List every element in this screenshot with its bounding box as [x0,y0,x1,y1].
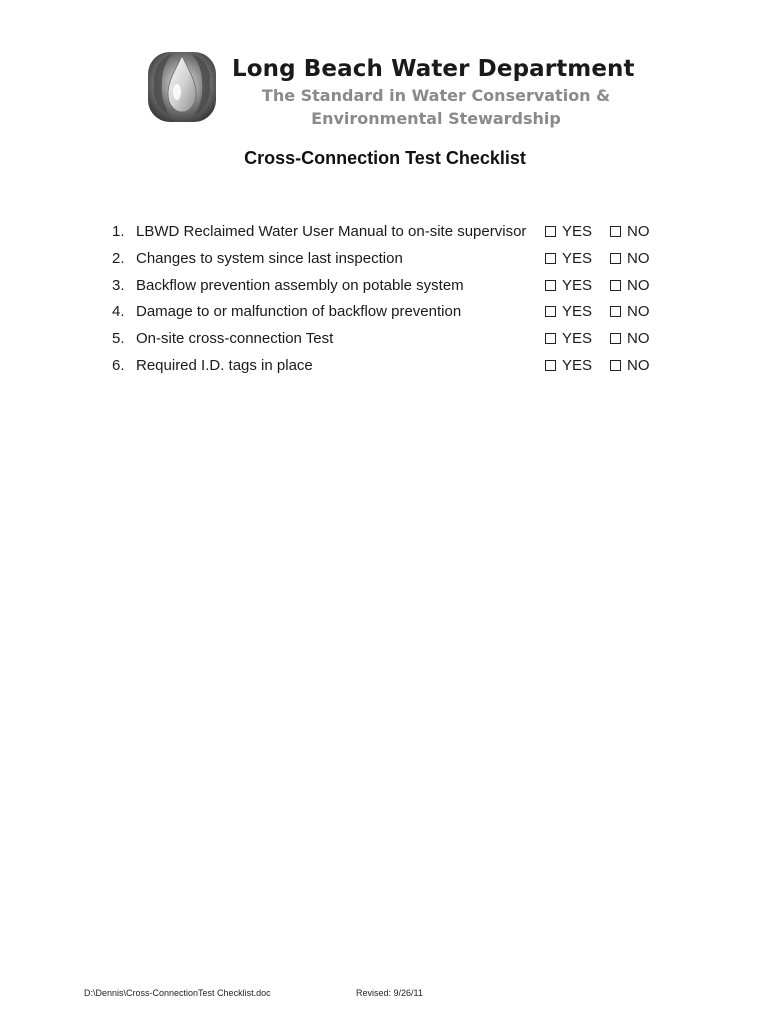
no-label: NO [627,223,650,240]
no-checkbox[interactable] [610,223,650,240]
no-checkbox[interactable] [610,250,650,267]
checkbox-icon[interactable] [545,280,556,291]
checklist-item [0,326,770,353]
item-text: Backflow prevention assembly on potable system [136,276,464,294]
document-title: Cross-Connection Test Checklist [244,148,526,168]
yes-label: YES [562,276,593,294]
no-label: NO [627,303,650,321]
item-number: 6. [112,356,125,374]
no-checkbox[interactable] [610,277,650,294]
footer-revised-date: Revised: 9/26/11 [356,988,423,998]
checklist-item [0,299,770,326]
checkbox-icon[interactable] [545,253,556,264]
checkbox-icon[interactable] [545,226,556,237]
yes-label: YES [562,303,593,321]
item-text: On-site cross-connection Test [136,330,334,348]
item-text: Damage to or malfunction of backflow prevention [136,303,462,321]
yes-checkbox[interactable] [545,223,592,240]
item-text: Required I.D. tags in place [136,356,313,374]
yes-checkbox[interactable] [545,277,592,294]
water-drop-logo-icon [144,46,220,126]
checklist-item [0,273,770,300]
yes-label: YES [562,356,593,374]
checkbox-icon[interactable] [610,226,621,237]
checkbox-icon[interactable] [545,306,556,317]
no-checkbox[interactable] [610,357,650,374]
item-text: LBWD Reclaimed Water User Manual to on-site supervisor [136,223,527,240]
footer-file-path: D:\Dennis\Cross-ConnectionTest Checklist.doc [84,988,271,998]
checkbox-icon[interactable] [545,360,556,371]
checklist [0,219,770,380]
checkbox-icon[interactable] [545,333,556,344]
checklist-item [0,219,770,246]
checklist-item [0,246,770,273]
no-checkbox[interactable] [610,330,650,347]
checklist-item [0,353,770,380]
checkbox-icon[interactable] [610,253,621,264]
no-label: NO [627,356,650,374]
item-number: 5. [112,330,125,348]
yes-checkbox[interactable] [545,303,592,320]
item-text: Changes to system since last inspection [136,249,403,267]
no-checkbox[interactable] [610,303,650,320]
yes-checkbox[interactable] [545,357,592,374]
item-number: 2. [112,249,125,267]
checkbox-icon[interactable] [610,360,621,371]
item-number: 1. [112,223,125,240]
no-label: NO [627,330,650,348]
item-number: 4. [112,303,125,321]
tagline-line-2: Environmental Stewardship [311,109,561,128]
yes-checkbox[interactable] [545,250,592,267]
checkbox-icon[interactable] [610,333,621,344]
yes-label: YES [562,223,593,240]
checkbox-icon[interactable] [610,280,621,291]
no-label: NO [627,276,650,294]
yes-label: YES [562,249,593,267]
yes-label: YES [562,330,593,348]
no-label: NO [627,249,650,267]
item-number: 3. [112,276,125,294]
yes-checkbox[interactable] [545,330,592,347]
checkbox-icon[interactable] [610,306,621,317]
tagline-line-1: The Standard in Water Conservation & [261,86,611,105]
organization-name: Long Beach Water Department [232,56,635,82]
